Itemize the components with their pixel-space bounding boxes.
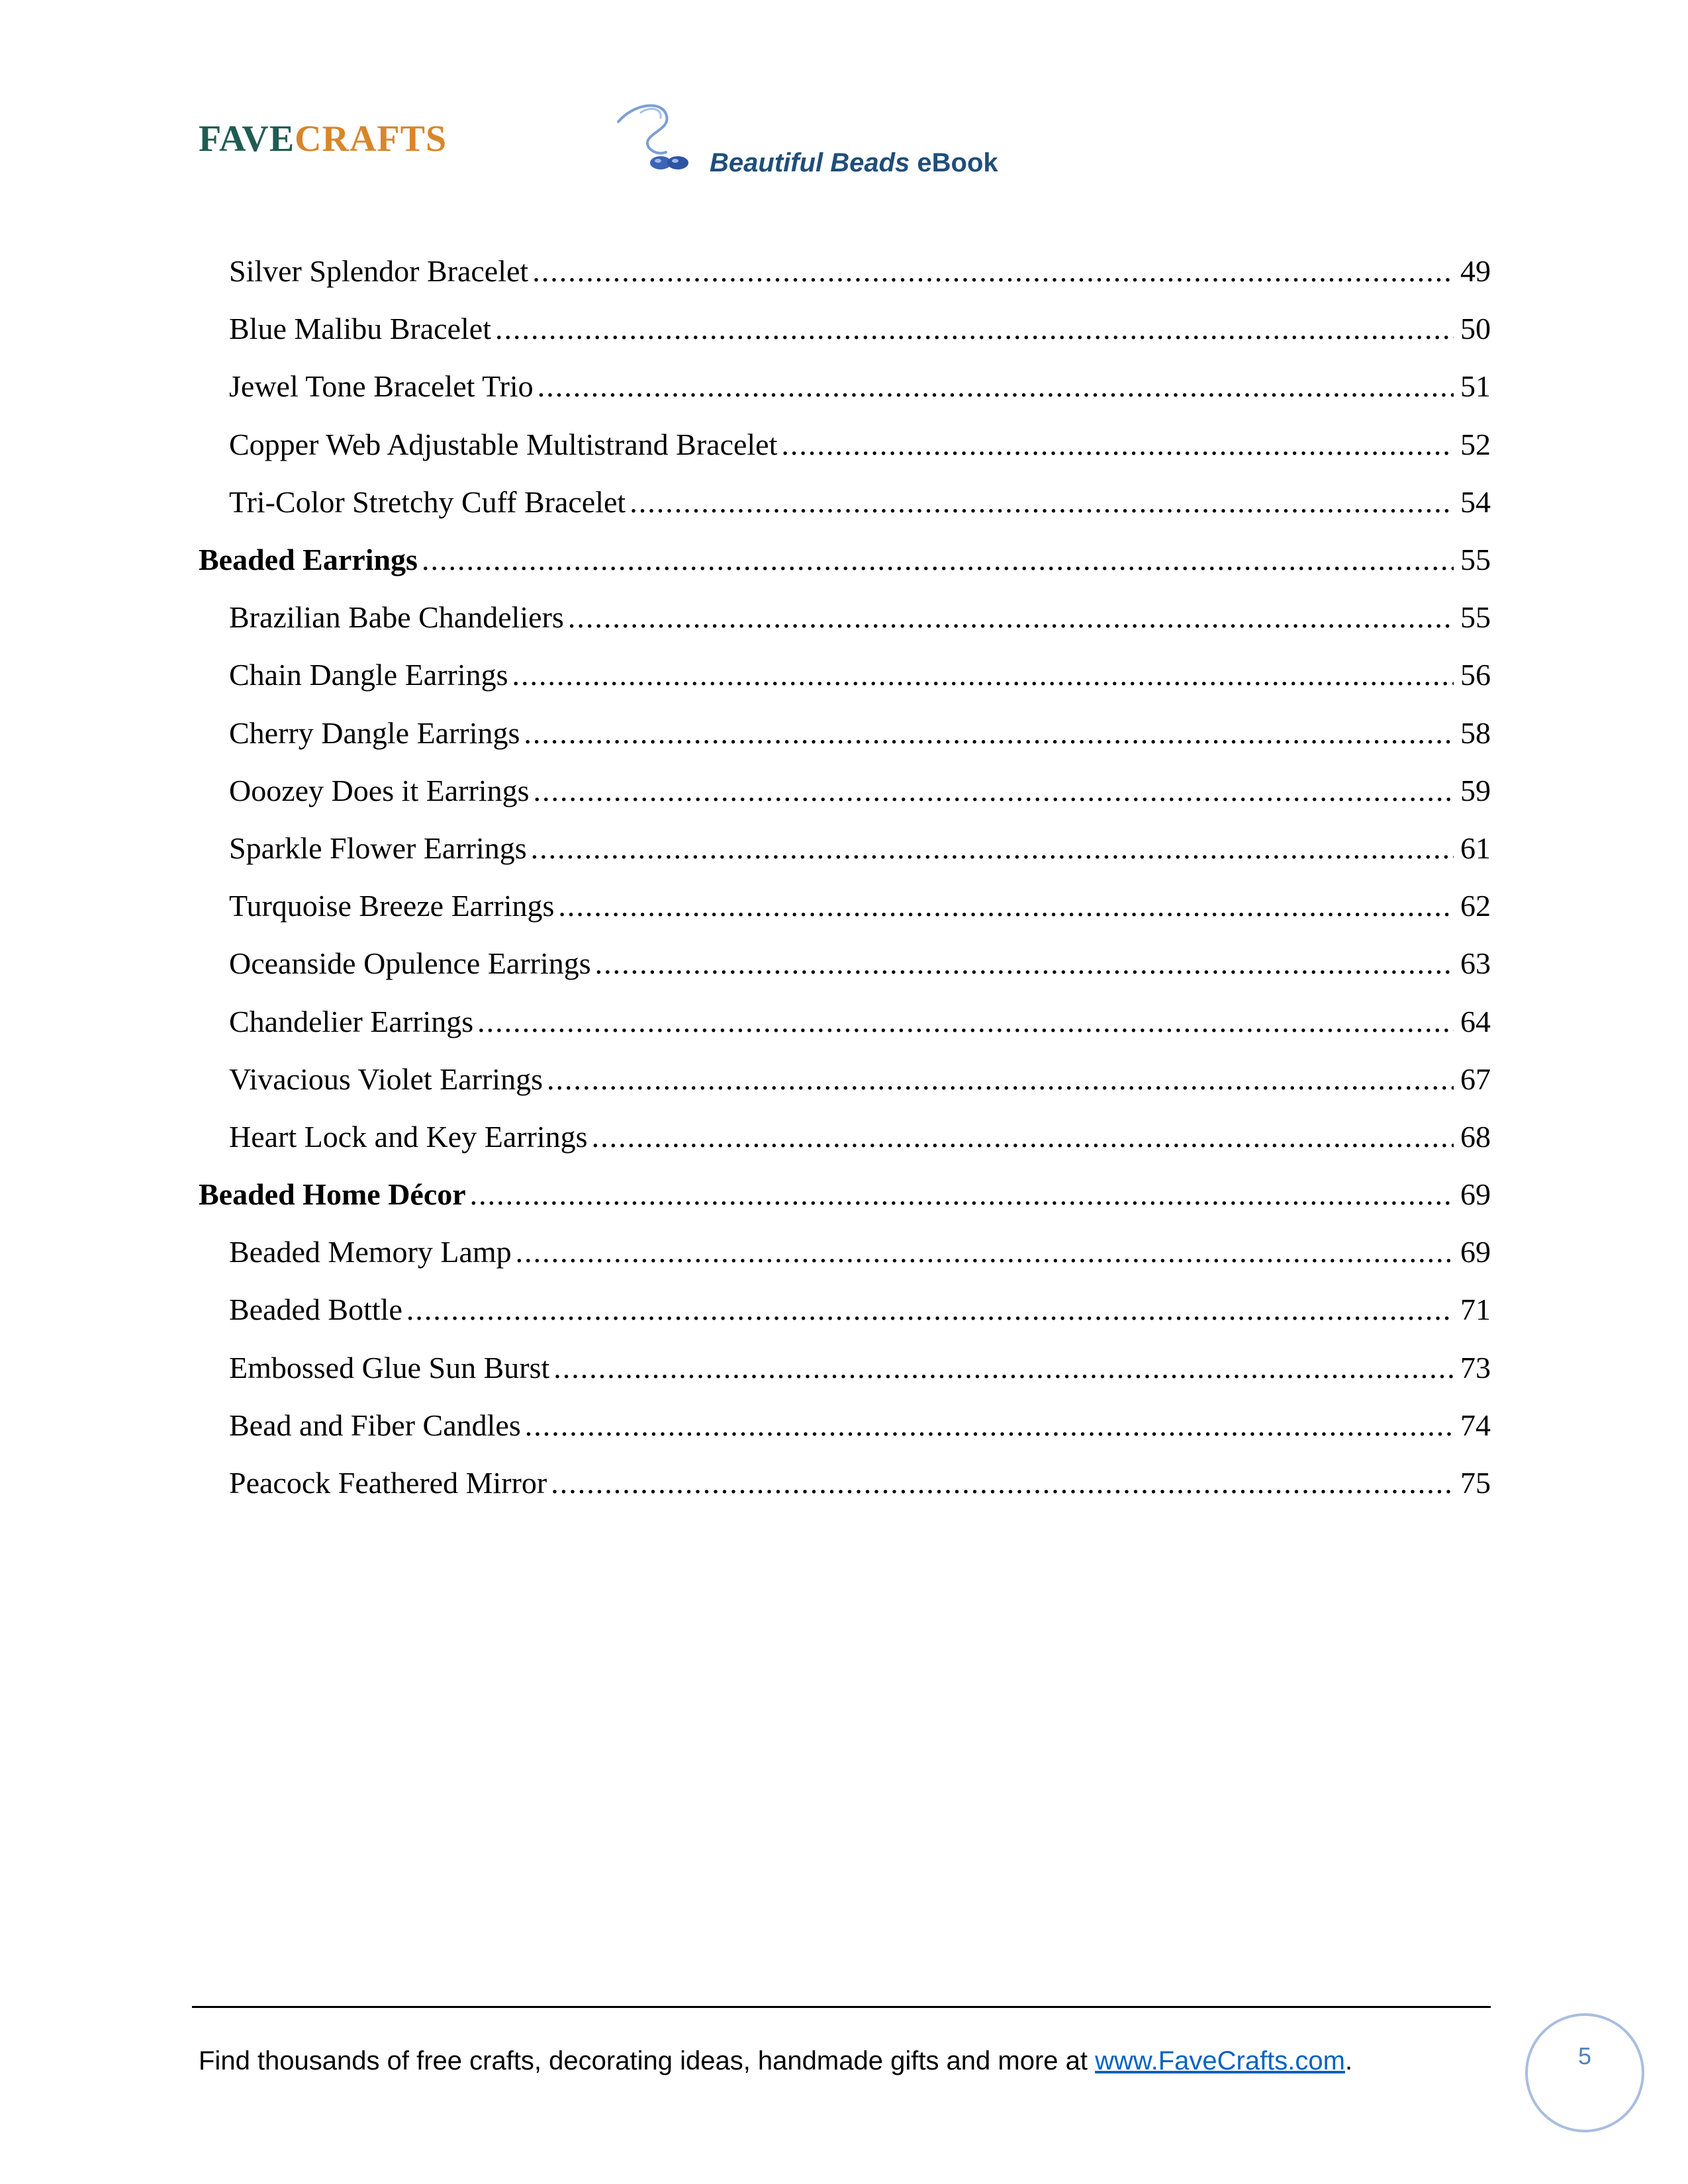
dot-leader xyxy=(406,1292,1454,1327)
toc-entry[interactable] xyxy=(199,1050,1491,1108)
logo-crafts-text: CRAFTS xyxy=(295,118,447,159)
toc-entry[interactable] xyxy=(199,934,1491,992)
toc-entry[interactable] xyxy=(199,300,1491,357)
toc-entry-title: Jewel Tone Bracelet Trio xyxy=(229,369,538,404)
dot-leader xyxy=(512,657,1454,692)
toc-entry-page: 61 xyxy=(1460,831,1491,865)
footer-divider xyxy=(192,2006,1491,2008)
toc-entry-page: 63 xyxy=(1460,946,1491,981)
toc-entry-page: 59 xyxy=(1460,773,1491,807)
toc-entry[interactable] xyxy=(199,1108,1491,1165)
toc-entry-title: Heart Lock and Key Earrings xyxy=(229,1119,592,1154)
dot-leader xyxy=(534,773,1454,808)
toc-entry-title: Beaded Memory Lamp xyxy=(229,1234,516,1269)
footer-message: Find thousands of free crafts, decorating ideas, handmade gifts and more at xyxy=(199,2046,1096,2075)
toc-entry[interactable] xyxy=(199,877,1491,934)
toc-section-page: 55 xyxy=(1460,543,1491,577)
dot-leader xyxy=(538,369,1454,404)
dot-leader xyxy=(477,1004,1454,1039)
toc-entry[interactable] xyxy=(199,357,1491,415)
dot-leader xyxy=(592,1119,1454,1154)
favecrafts-link[interactable]: www.FaveCrafts.com xyxy=(1095,2046,1345,2075)
toc-entry[interactable] xyxy=(199,646,1491,704)
bead-swirl-icon xyxy=(614,99,694,179)
dot-leader xyxy=(568,600,1454,635)
toc-entry[interactable] xyxy=(199,1281,1491,1338)
dot-leader xyxy=(470,1177,1454,1212)
dot-leader xyxy=(532,253,1454,289)
dot-leader xyxy=(551,1465,1454,1500)
toc-entry-title: Turquoise Breeze Earrings xyxy=(229,888,558,923)
toc-entry-title: Copper Web Adjustable Multistrand Bracelet xyxy=(229,427,781,462)
toc-entry-title: Cherry Dangle Earrings xyxy=(229,715,524,751)
toc-section[interactable] xyxy=(199,531,1491,588)
dot-leader xyxy=(553,1350,1454,1385)
logo-fave-text: FAVE xyxy=(199,118,295,159)
ebook-title-rest: eBook xyxy=(910,148,998,177)
footer-period: . xyxy=(1344,2046,1353,2075)
toc-entry-title: Vivacious Violet Earrings xyxy=(229,1062,547,1097)
toc-entry-title: Chandelier Earrings xyxy=(229,1004,477,1039)
toc-entry-title: Chain Dangle Earrings xyxy=(229,657,512,692)
toc-entry[interactable] xyxy=(199,762,1491,819)
toc-entry-page: 75 xyxy=(1460,1466,1491,1500)
dot-leader xyxy=(495,311,1454,346)
toc-entry-title: Blue Malibu Bracelet xyxy=(229,311,495,346)
page-header xyxy=(199,99,998,185)
dot-leader xyxy=(531,831,1454,866)
page-number-badge xyxy=(1525,2013,1644,2132)
toc-section-title: Beaded Home Décor xyxy=(199,1177,470,1212)
ebook-title-italic: Beautiful Beads xyxy=(710,148,910,177)
toc-entry-page: 64 xyxy=(1460,1004,1491,1038)
toc-entry-page: 71 xyxy=(1460,1293,1491,1327)
dot-leader xyxy=(547,1062,1454,1097)
dot-leader xyxy=(630,484,1454,520)
dot-leader xyxy=(524,715,1454,751)
toc-entry-title: Ooozey Does it Earrings xyxy=(229,773,534,808)
toc-entry-page: 74 xyxy=(1460,1408,1491,1442)
toc-entry-title: Tri-Color Stretchy Cuff Bracelet xyxy=(229,484,630,520)
page-number: 5 xyxy=(1577,2042,1592,2070)
toc-entry-page: 67 xyxy=(1460,1062,1491,1096)
toc-entry-title: Sparkle Flower Earrings xyxy=(229,831,531,866)
toc-entry-title: Silver Splendor Bracelet xyxy=(229,253,532,289)
toc-entry-title: Embossed Glue Sun Burst xyxy=(229,1350,553,1385)
dot-leader xyxy=(525,1408,1454,1443)
toc-section-page: 69 xyxy=(1460,1177,1491,1212)
toc-entry-page: 68 xyxy=(1460,1119,1491,1154)
toc-entry[interactable] xyxy=(199,1396,1491,1454)
toc-entry-page: 55 xyxy=(1460,600,1491,635)
toc-entry-page: 62 xyxy=(1460,889,1491,923)
toc-entry-page: 52 xyxy=(1460,427,1491,461)
toc-entry[interactable] xyxy=(199,1339,1491,1396)
toc-section[interactable] xyxy=(199,1165,1491,1223)
dot-leader xyxy=(422,542,1454,577)
toc-entry[interactable] xyxy=(199,1454,1491,1512)
dot-leader xyxy=(558,888,1454,923)
toc-entry[interactable] xyxy=(199,473,1491,531)
footer-text xyxy=(199,2046,1352,2076)
toc-entry[interactable] xyxy=(199,704,1491,762)
toc-entry-page: 50 xyxy=(1460,312,1491,346)
toc-entry[interactable] xyxy=(199,819,1491,877)
toc-entry-page: 69 xyxy=(1460,1235,1491,1269)
toc-entry-title: Bead and Fiber Candles xyxy=(229,1408,525,1443)
toc-entry-page: 54 xyxy=(1460,484,1491,519)
toc-entry-title: Peacock Feathered Mirror xyxy=(229,1465,551,1500)
toc-entry-title: Oceanside Opulence Earrings xyxy=(229,946,595,981)
dot-leader xyxy=(516,1234,1454,1269)
toc-entry-page: 49 xyxy=(1460,254,1491,289)
toc-entry[interactable] xyxy=(199,242,1491,300)
toc-entry[interactable] xyxy=(199,416,1491,473)
toc-entry-page: 73 xyxy=(1460,1350,1491,1385)
favecrafts-logo[interactable] xyxy=(199,118,447,160)
dot-leader xyxy=(595,946,1454,981)
toc-entry-title: Beaded Bottle xyxy=(229,1292,406,1327)
toc-entry-page: 58 xyxy=(1460,715,1491,750)
toc-entry[interactable] xyxy=(199,588,1491,646)
table-of-contents xyxy=(199,242,1491,1512)
dot-leader xyxy=(781,427,1454,462)
ebook-title xyxy=(710,148,998,178)
toc-entry-title: Brazilian Babe Chandeliers xyxy=(229,600,568,635)
toc-entry-page: 51 xyxy=(1460,369,1491,404)
toc-section-title: Beaded Earrings xyxy=(199,542,422,577)
toc-entry[interactable] xyxy=(199,1223,1491,1281)
toc-entry-page: 56 xyxy=(1460,658,1491,692)
toc-entry[interactable] xyxy=(199,992,1491,1050)
